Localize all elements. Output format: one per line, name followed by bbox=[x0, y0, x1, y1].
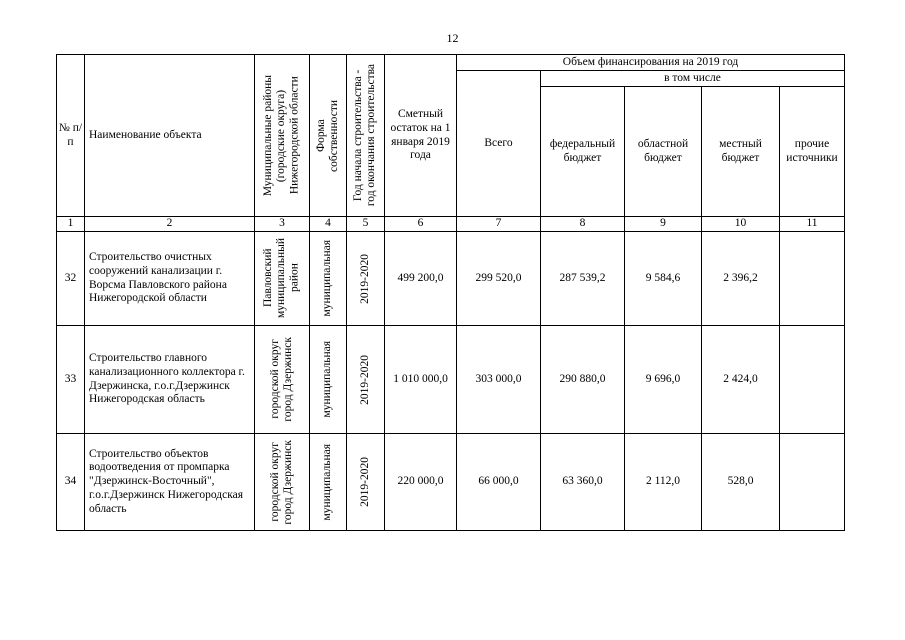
row-ownership-label: муниципальная bbox=[321, 443, 334, 521]
column-numbers-row bbox=[57, 217, 845, 232]
row-local: 2 396,2 bbox=[702, 232, 780, 326]
header-federal bbox=[541, 87, 625, 217]
row-years bbox=[347, 434, 385, 531]
header-other-label: прочие источники bbox=[786, 137, 838, 164]
row-regional: 9 584,6 bbox=[625, 232, 702, 326]
row-num: 33 bbox=[57, 326, 85, 434]
header-num bbox=[57, 55, 85, 217]
column-number: 1 bbox=[57, 217, 85, 232]
row-years-label: 2019-2020 bbox=[358, 354, 371, 405]
column-number: 2 bbox=[85, 217, 255, 232]
row-district bbox=[255, 326, 310, 434]
row-ownership-label: муниципальная bbox=[321, 240, 334, 317]
header-regional-label: областной бюджет bbox=[637, 137, 689, 164]
row-local: 528,0 bbox=[702, 434, 780, 531]
column-number: 9 bbox=[625, 217, 702, 232]
table-row bbox=[57, 326, 845, 434]
row-other bbox=[780, 434, 845, 531]
row-years bbox=[347, 326, 385, 434]
column-number: 8 bbox=[541, 217, 625, 232]
header-years bbox=[347, 55, 385, 217]
row-federal: 290 880,0 bbox=[541, 326, 625, 434]
row-total: 303 000,0 bbox=[457, 326, 541, 434]
column-number: 7 bbox=[457, 217, 541, 232]
header-name bbox=[85, 55, 255, 217]
financing-table bbox=[56, 54, 845, 531]
row-balance: 499 200,0 bbox=[385, 232, 457, 326]
row-name: Строительство объектов водоотведения от промпарка "Дзержинск-Восточный", г.о.г.Дзержинск Нижегородская область bbox=[85, 434, 255, 531]
row-name: Строительство главного канализационного коллектора г. Дзержинска, г.о.г.Дзержинск Нижегородская область bbox=[85, 326, 255, 434]
header-district-label: Муниципальные районы (городские округа) Нижегородской области bbox=[262, 74, 301, 197]
row-total: 299 520,0 bbox=[457, 232, 541, 326]
column-number: 11 bbox=[780, 217, 845, 232]
header-years-label: Год начала строительства - год окончания строительства bbox=[352, 64, 378, 207]
row-district bbox=[255, 434, 310, 531]
row-ownership bbox=[310, 434, 347, 531]
row-balance: 1 010 000,0 bbox=[385, 326, 457, 434]
column-number: 3 bbox=[255, 217, 310, 232]
header-ownership bbox=[310, 55, 347, 217]
header-total-label: Всего bbox=[484, 136, 513, 149]
header-ownership-label: Форма собственности bbox=[314, 99, 340, 172]
row-district-label: городской округ город Дзержинск bbox=[268, 337, 294, 422]
row-name: Строительство очистных сооружений канализации г. Ворсма Павловского района Нижегородской области bbox=[85, 232, 255, 326]
row-federal: 287 539,2 bbox=[541, 232, 625, 326]
header-total bbox=[457, 71, 541, 217]
column-number: 6 bbox=[385, 217, 457, 232]
row-ownership bbox=[310, 326, 347, 434]
row-total: 66 000,0 bbox=[457, 434, 541, 531]
table-row bbox=[57, 232, 845, 326]
header-including-label: в том числе bbox=[664, 71, 721, 84]
row-regional: 9 696,0 bbox=[625, 326, 702, 434]
header-district bbox=[255, 55, 310, 217]
row-years bbox=[347, 232, 385, 326]
row-years-label: 2019-2020 bbox=[358, 457, 371, 507]
header-financing-group bbox=[457, 55, 845, 71]
header-federal-label: федеральный бюджет bbox=[549, 137, 616, 164]
row-local: 2 424,0 bbox=[702, 326, 780, 434]
header-financing-label: Объем финансирования на 2019 год bbox=[562, 55, 739, 68]
row-other bbox=[780, 232, 845, 326]
row-balance: 220 000,0 bbox=[385, 434, 457, 531]
header-balance-label: Сметный остаток на 1 января 2019 года bbox=[390, 107, 451, 162]
header-name-label: Наименование объекта bbox=[89, 128, 202, 141]
row-district bbox=[255, 232, 310, 326]
row-ownership bbox=[310, 232, 347, 326]
column-number: 10 bbox=[702, 217, 780, 232]
row-federal: 63 360,0 bbox=[541, 434, 625, 531]
header-local-label: местный бюджет bbox=[719, 137, 762, 164]
header-other bbox=[780, 87, 845, 217]
row-other bbox=[780, 326, 845, 434]
row-num: 34 bbox=[57, 434, 85, 531]
row-district-label: Павловский муниципальный район bbox=[262, 238, 301, 319]
column-number: 4 bbox=[310, 217, 347, 232]
row-regional: 2 112,0 bbox=[625, 434, 702, 531]
page-number: 12 bbox=[446, 31, 459, 45]
row-district-label: городской округ город Дзержинск bbox=[268, 439, 294, 525]
header-regional bbox=[625, 87, 702, 217]
column-number: 5 bbox=[347, 217, 385, 232]
header-local bbox=[702, 87, 780, 217]
header-balance bbox=[385, 55, 457, 217]
table-row bbox=[57, 434, 845, 531]
header-num-label: № п/п bbox=[58, 121, 83, 148]
header-including bbox=[541, 71, 845, 87]
row-num: 32 bbox=[57, 232, 85, 326]
row-ownership-label: муниципальная bbox=[321, 341, 334, 418]
row-years-label: 2019-2020 bbox=[358, 253, 371, 304]
